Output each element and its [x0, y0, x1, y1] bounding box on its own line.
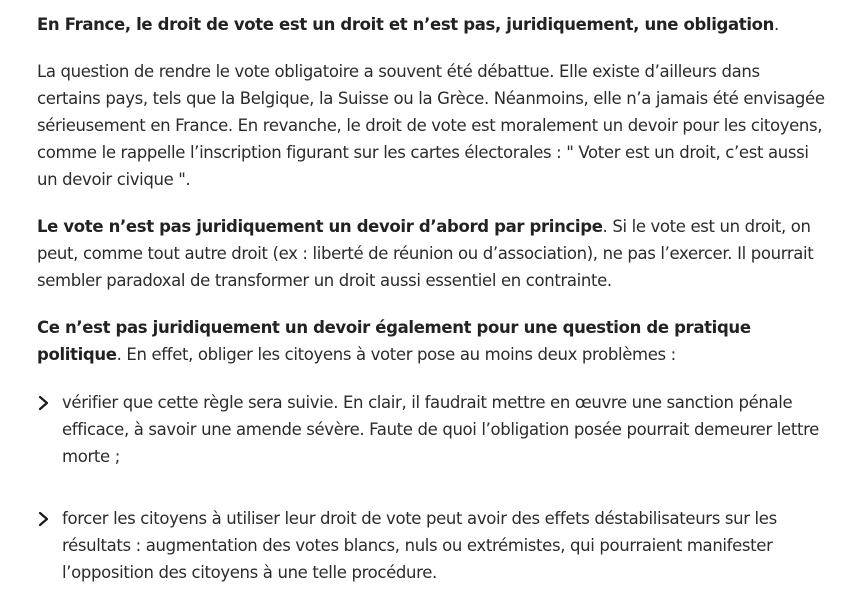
chevron-right-icon [37, 395, 51, 411]
intro-paragraph [37, 11, 827, 38]
list-item-text: forcer les citoyens à utiliser leur droit de vote peut avoir des effets déstabilisateurs sur les résultats : augmentation des votes blancs, nuls ou extrémistes, qui pourraient manifester l’opposition des citoyens à une telle procédure. [62, 509, 777, 582]
intro-bold-text: En France, le droit de vote est un droit et n’est pas, juridiquement, une obligation [37, 15, 775, 34]
list-item [37, 505, 827, 586]
paragraph-pratique-politique [37, 314, 827, 368]
principe-bold-text: Le vote n’est pas juridiquement un devoir d’abord par principe [37, 217, 603, 236]
list-item [37, 389, 827, 470]
chevron-right-icon [37, 511, 51, 527]
paragraph-vote-obligatoire: La question de rendre le vote obligatoire a souvent été débattue. Elle existe d’ailleurs dans certains pays, tels que la Belgique, la Suisse ou la Grèce. Néanmoins, elle n’a jamais été envisagée sérieusement en France. En revanche, le droit de vote est moralement un devoir pour les citoyens, comme le rappelle l’inscription figurant sur les cartes électorales : " Voter est un droit, c’est aussi un devoir civique ". [37, 62, 825, 189]
principe-rest-text: . Si le vote est un droit, on peut, comme tout autre droit (ex : liberté de réunion ou d’association), ne pas l’exercer. Il pourrait sembler paradoxal de transformer un droit aussi essentiel en contrainte. [37, 217, 814, 290]
list-item-text: vérifier que cette règle sera suivie. En clair, il faudrait mettre en œuvre une sanction pénale efficace, à savoir une amende sévère. Faute de quoi l’obligation posée pourrait demeurer lettre morte ; [62, 393, 819, 466]
intro-end: . [774, 15, 779, 34]
pratique-rest-text: . En effet, obliger les citoyens à voter pose au moins deux problèmes : [116, 345, 676, 364]
pratique-bold-text: Ce n’est pas juridiquement un devoir également pour une question de pratique politique [37, 318, 751, 364]
paragraph-principe [37, 213, 827, 294]
